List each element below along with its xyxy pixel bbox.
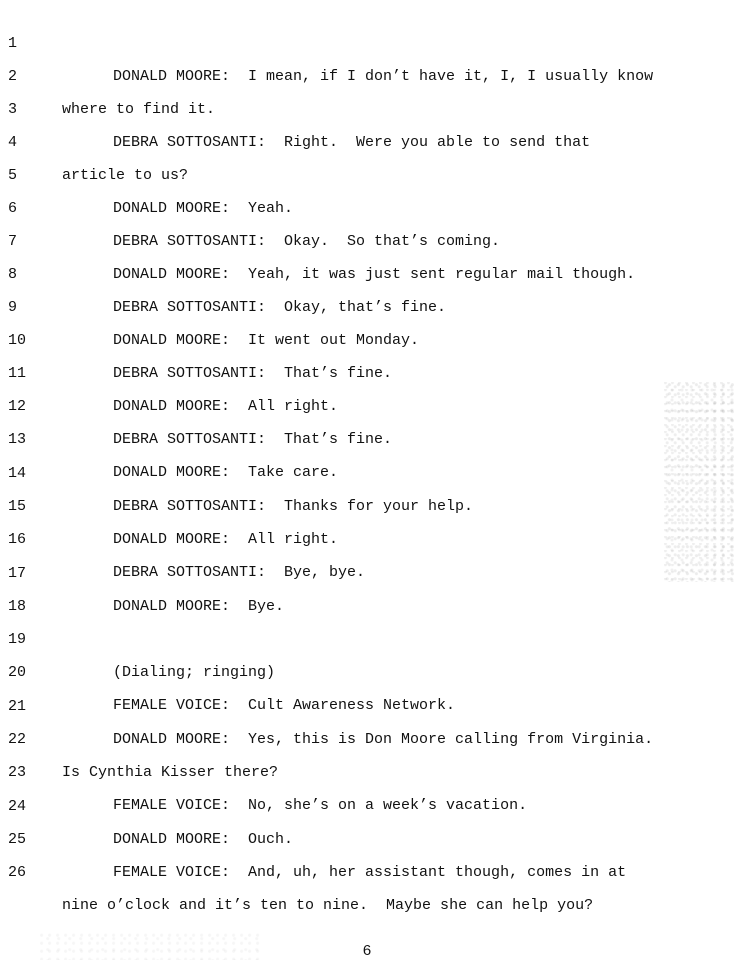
line-text: FEMALE VOICE: Cult Awareness Network. bbox=[113, 697, 456, 714]
transcript-line-1 bbox=[0, 0, 734, 85]
line-number: 11 bbox=[8, 365, 27, 382]
line-text: DEBRA SOTTOSANTI: That’s fine. bbox=[113, 365, 393, 382]
line-text: DONALD MOORE: All right. bbox=[113, 531, 339, 548]
line-number: 16 bbox=[8, 531, 27, 548]
line-text: DEBRA SOTTOSANTI: Okay. So that’s coming. bbox=[113, 233, 501, 250]
line-number: 6 bbox=[8, 200, 18, 217]
line-number: 21 bbox=[8, 698, 27, 715]
line-text: DEBRA SOTTOSANTI: Bye, bye. bbox=[113, 564, 366, 581]
line-text: DONALD MOORE: Yeah. bbox=[113, 200, 294, 217]
line-number: 22 bbox=[8, 731, 27, 748]
line-number: 15 bbox=[8, 498, 27, 515]
line-number: 13 bbox=[8, 431, 27, 448]
line-number: 25 bbox=[8, 831, 27, 848]
line-text: DEBRA SOTTOSANTI: Thanks for your help. bbox=[113, 498, 474, 515]
line-number: 8 bbox=[8, 266, 18, 283]
line-number: 19 bbox=[8, 631, 27, 648]
line-text: DEBRA SOTTOSANTI: Right. Were you able to send that bbox=[113, 134, 591, 151]
line-text: DEBRA SOTTOSANTI: Okay, that’s fine. bbox=[113, 299, 447, 316]
line-text: DONALD MOORE: Take care. bbox=[113, 464, 339, 481]
line-number: 24 bbox=[8, 798, 27, 815]
line-text: FEMALE VOICE: And, uh, her assistant though, comes in at bbox=[113, 864, 627, 881]
line-text: DONALD MOORE: It went out Monday. bbox=[113, 332, 420, 349]
line-number: 3 bbox=[8, 101, 18, 118]
line-text: DONALD MOORE: Yes, this is Don Moore calling from Virginia. bbox=[113, 731, 654, 748]
line-number: 7 bbox=[8, 233, 18, 250]
line-number: 23 bbox=[8, 764, 27, 781]
line-text: DEBRA SOTTOSANTI: That’s fine. bbox=[113, 431, 393, 448]
line-number: 4 bbox=[8, 134, 18, 151]
line-number: 26 bbox=[8, 864, 27, 881]
line-number: 1 bbox=[8, 35, 18, 52]
line-number: 2 bbox=[8, 68, 18, 85]
line-text: DONALD MOORE: I mean, if I don’t have it, I, I usually know bbox=[113, 68, 654, 85]
line-text: FEMALE VOICE: No, she’s on a week’s vacation. bbox=[113, 797, 528, 814]
line-text: DONALD MOORE: Bye. bbox=[113, 598, 285, 615]
line-number: 14 bbox=[8, 465, 27, 482]
line-text: DONALD MOORE: Ouch. bbox=[113, 831, 294, 848]
line-number: 5 bbox=[8, 167, 18, 184]
page-number: 6 bbox=[362, 943, 372, 960]
line-text: DONALD MOORE: All right. bbox=[113, 398, 339, 415]
line-number: 10 bbox=[8, 332, 27, 349]
line-number: 12 bbox=[8, 398, 27, 415]
line-number: 20 bbox=[8, 664, 27, 681]
line-text: nine o’clock and it’s ten to nine. Maybe she can help you? bbox=[62, 897, 594, 914]
line-text: Is Cynthia Kisser there? bbox=[62, 764, 279, 781]
line-text: article to us? bbox=[62, 167, 189, 184]
line-number: 17 bbox=[8, 565, 27, 582]
line-text: (Dialing; ringing) bbox=[113, 664, 276, 681]
line-text: where to find it. bbox=[62, 101, 216, 118]
line-number: 9 bbox=[8, 299, 18, 316]
line-number: 18 bbox=[8, 598, 27, 615]
line-text: DONALD MOORE: Yeah, it was just sent regular mail though. bbox=[113, 266, 636, 283]
